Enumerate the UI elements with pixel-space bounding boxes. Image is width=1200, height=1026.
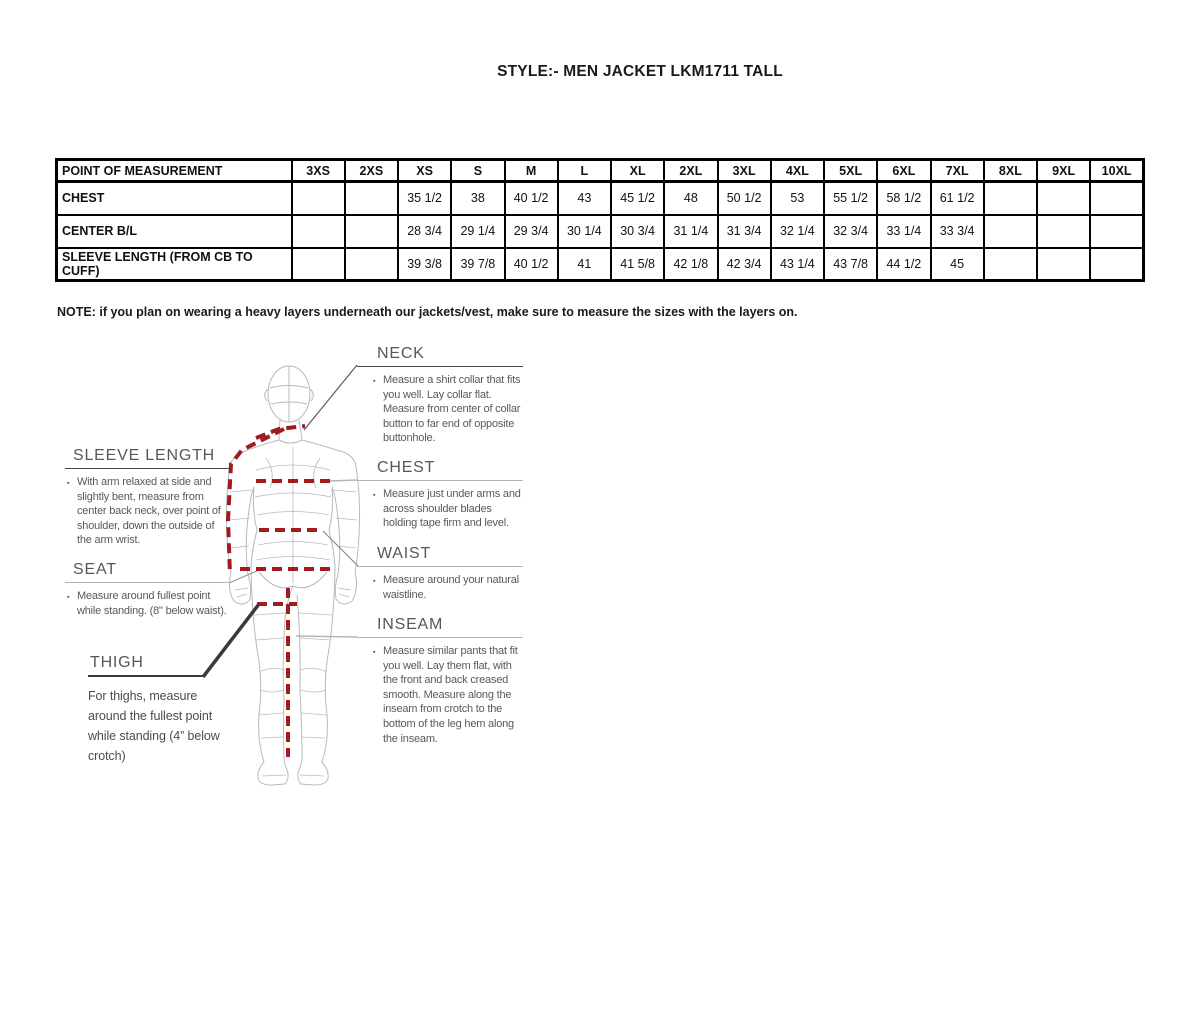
measurement-cell: 43 7/8 — [824, 248, 877, 281]
neck-leader-line — [304, 365, 357, 430]
measurement-row — [57, 248, 1144, 281]
measurement-cell — [292, 248, 345, 281]
neck-label-desc: ▪ Measure a shirt collar that fits you well. Lay collar flat. Measure from center of collar button to far end of opposite buttonhole. — [373, 374, 521, 445]
waist-leader-line — [323, 531, 358, 566]
column-header-size-3xl: 3XL — [718, 160, 771, 182]
measurement-cell — [984, 182, 1037, 215]
measurement-cell — [1090, 215, 1143, 248]
column-header-size-5xl: 5XL — [824, 160, 877, 182]
column-header-size-l: L — [558, 160, 611, 182]
column-header-size-m: M — [505, 160, 558, 182]
measurement-cell: 55 1/2 — [824, 182, 877, 215]
column-header-size-9xl: 9XL — [1037, 160, 1090, 182]
seat-label-title: SEAT — [65, 561, 230, 583]
waist-label-desc: ▪ Measure around your natural waistline. — [373, 574, 519, 601]
measurement-cell: 61 1/2 — [931, 182, 984, 215]
bullet-icon: ▪ — [373, 578, 376, 585]
measurement-cell: 31 1/4 — [664, 215, 717, 248]
diagram-label-thigh — [88, 654, 238, 766]
measurement-cell: 43 1/4 — [771, 248, 824, 281]
size-table-head — [57, 160, 1144, 182]
column-header-size-xs: XS — [398, 160, 451, 182]
waist-label-title: WAIST — [357, 545, 523, 567]
measurement-cell: 29 3/4 — [505, 215, 558, 248]
inseam-label-title: INSEAM — [357, 616, 523, 638]
inseam-leader-line — [296, 636, 357, 637]
measurement-cell: 44 1/2 — [877, 248, 930, 281]
diagram-label-neck — [357, 345, 523, 446]
column-header-point-of-measurement: POINT OF MEASUREMENT — [57, 160, 292, 182]
size-table-wrap — [55, 158, 1145, 282]
thigh-label-title: THIGH — [88, 654, 203, 677]
measurement-cell: 50 1/2 — [718, 182, 771, 215]
measurement-cell — [345, 182, 398, 215]
column-header-size-2xl: 2XL — [664, 160, 717, 182]
measurement-cell — [1090, 182, 1143, 215]
bullet-icon: ▪ — [373, 378, 376, 385]
measurement-cell — [345, 248, 398, 281]
diagram-label-waist — [357, 545, 523, 602]
diagram-label-inseam — [357, 616, 523, 746]
measurement-cell — [1037, 182, 1090, 215]
sleeve-length-label-title: SLEEVE LENGTH — [65, 447, 230, 469]
size-table-body — [57, 182, 1144, 281]
measurement-cell: 42 1/8 — [664, 248, 717, 281]
measurement-lines — [228, 426, 330, 757]
row-label: SLEEVE LENGTH (FROM CB TO CUFF) — [57, 248, 292, 281]
diagram-label-chest — [357, 459, 523, 531]
measurement-cell: 58 1/2 — [877, 182, 930, 215]
column-header-size-s: S — [451, 160, 504, 182]
measurement-cell — [1037, 215, 1090, 248]
column-header-size-8xl: 8XL — [984, 160, 1037, 182]
measurement-row — [57, 182, 1144, 215]
measurement-cell: 40 1/2 — [505, 182, 558, 215]
column-header-size-10xl: 10XL — [1090, 160, 1143, 182]
diagram-label-seat — [65, 561, 230, 618]
measurement-cell — [984, 248, 1037, 281]
measurement-cell: 39 3/8 — [398, 248, 451, 281]
measurement-cell: 41 5/8 — [611, 248, 664, 281]
measurement-cell: 33 3/4 — [931, 215, 984, 248]
thigh-label-desc: For thighs, measure around the fullest point while standing (4” below crotch) — [88, 689, 220, 763]
measurement-cell — [292, 215, 345, 248]
size-table-header-row — [57, 160, 1144, 182]
diagram-label-sleeve-length — [65, 447, 230, 548]
measurement-cell: 45 1/2 — [611, 182, 664, 215]
row-label: CHEST — [57, 182, 292, 215]
measurement-cell: 33 1/4 — [877, 215, 930, 248]
measurement-cell: 29 1/4 — [451, 215, 504, 248]
measurement-cell: 41 — [558, 248, 611, 281]
column-header-size-6xl: 6XL — [877, 160, 930, 182]
bullet-icon: ▪ — [67, 594, 70, 601]
measurement-row — [57, 215, 1144, 248]
measurement-cell — [1037, 248, 1090, 281]
measurement-cell: 32 3/4 — [824, 215, 877, 248]
measurement-cell: 48 — [664, 182, 717, 215]
measurement-cell: 35 1/2 — [398, 182, 451, 215]
bullet-icon: ▪ — [373, 492, 376, 499]
measurement-cell: 40 1/2 — [505, 248, 558, 281]
chest-label-title: CHEST — [357, 459, 523, 481]
measurement-cell — [1090, 248, 1143, 281]
measurement-cell: 30 3/4 — [611, 215, 664, 248]
sleeve-length-label-desc: ▪ With arm relaxed at side and slightly bent, measure from center back neck, over point of shoulder, down the outside of the arm wrist. — [67, 476, 221, 547]
size-table — [55, 158, 1145, 282]
measurement-cell — [292, 182, 345, 215]
measurement-cell — [984, 215, 1037, 248]
column-header-size-7xl: 7XL — [931, 160, 984, 182]
measurement-cell: 31 3/4 — [718, 215, 771, 248]
measurement-cell: 42 3/4 — [718, 248, 771, 281]
measurement-cell: 32 1/4 — [771, 215, 824, 248]
sleeve-measure-line — [228, 429, 284, 575]
measurement-cell: 53 — [771, 182, 824, 215]
measurement-cell: 38 — [451, 182, 504, 215]
column-header-size-xl: XL — [611, 160, 664, 182]
inseam-label-desc: ▪ Measure similar pants that fit you well. Lay them flat, with the front and back creased smooth. Measure along the inseam from crotch to the bottom of the leg hem along the inseam. — [373, 645, 518, 745]
note-text: NOTE: if you plan on wearing a heavy layers underneath our jackets/vest, make sure to measure the sizes with the layers on. — [57, 305, 798, 319]
column-header-size-2xs: 2XS — [345, 160, 398, 182]
bullet-icon: ▪ — [373, 649, 376, 656]
seat-leader-line — [229, 570, 259, 583]
bullet-icon: ▪ — [67, 480, 70, 487]
chest-leader-line — [330, 480, 357, 481]
measurement-cell: 30 1/4 — [558, 215, 611, 248]
seat-label-desc: ▪ Measure around fullest point while standing. (8" below waist). — [67, 590, 227, 617]
column-header-size-4xl: 4XL — [771, 160, 824, 182]
chest-label-desc: ▪ Measure just under arms and across shoulder blades holding tape firm and level. — [373, 488, 521, 530]
column-header-size-3xs: 3XS — [292, 160, 345, 182]
measurement-cell: 28 3/4 — [398, 215, 451, 248]
neck-label-title: NECK — [357, 345, 523, 367]
measurement-cell: 43 — [558, 182, 611, 215]
page-title: STYLE:- MEN JACKET LKM1711 TALL — [497, 63, 783, 80]
measurement-cell — [345, 215, 398, 248]
row-label: CENTER B/L — [57, 215, 292, 248]
body-mesh-lines — [229, 447, 357, 776]
measurement-cell: 45 — [931, 248, 984, 281]
measurement-cell: 39 7/8 — [451, 248, 504, 281]
